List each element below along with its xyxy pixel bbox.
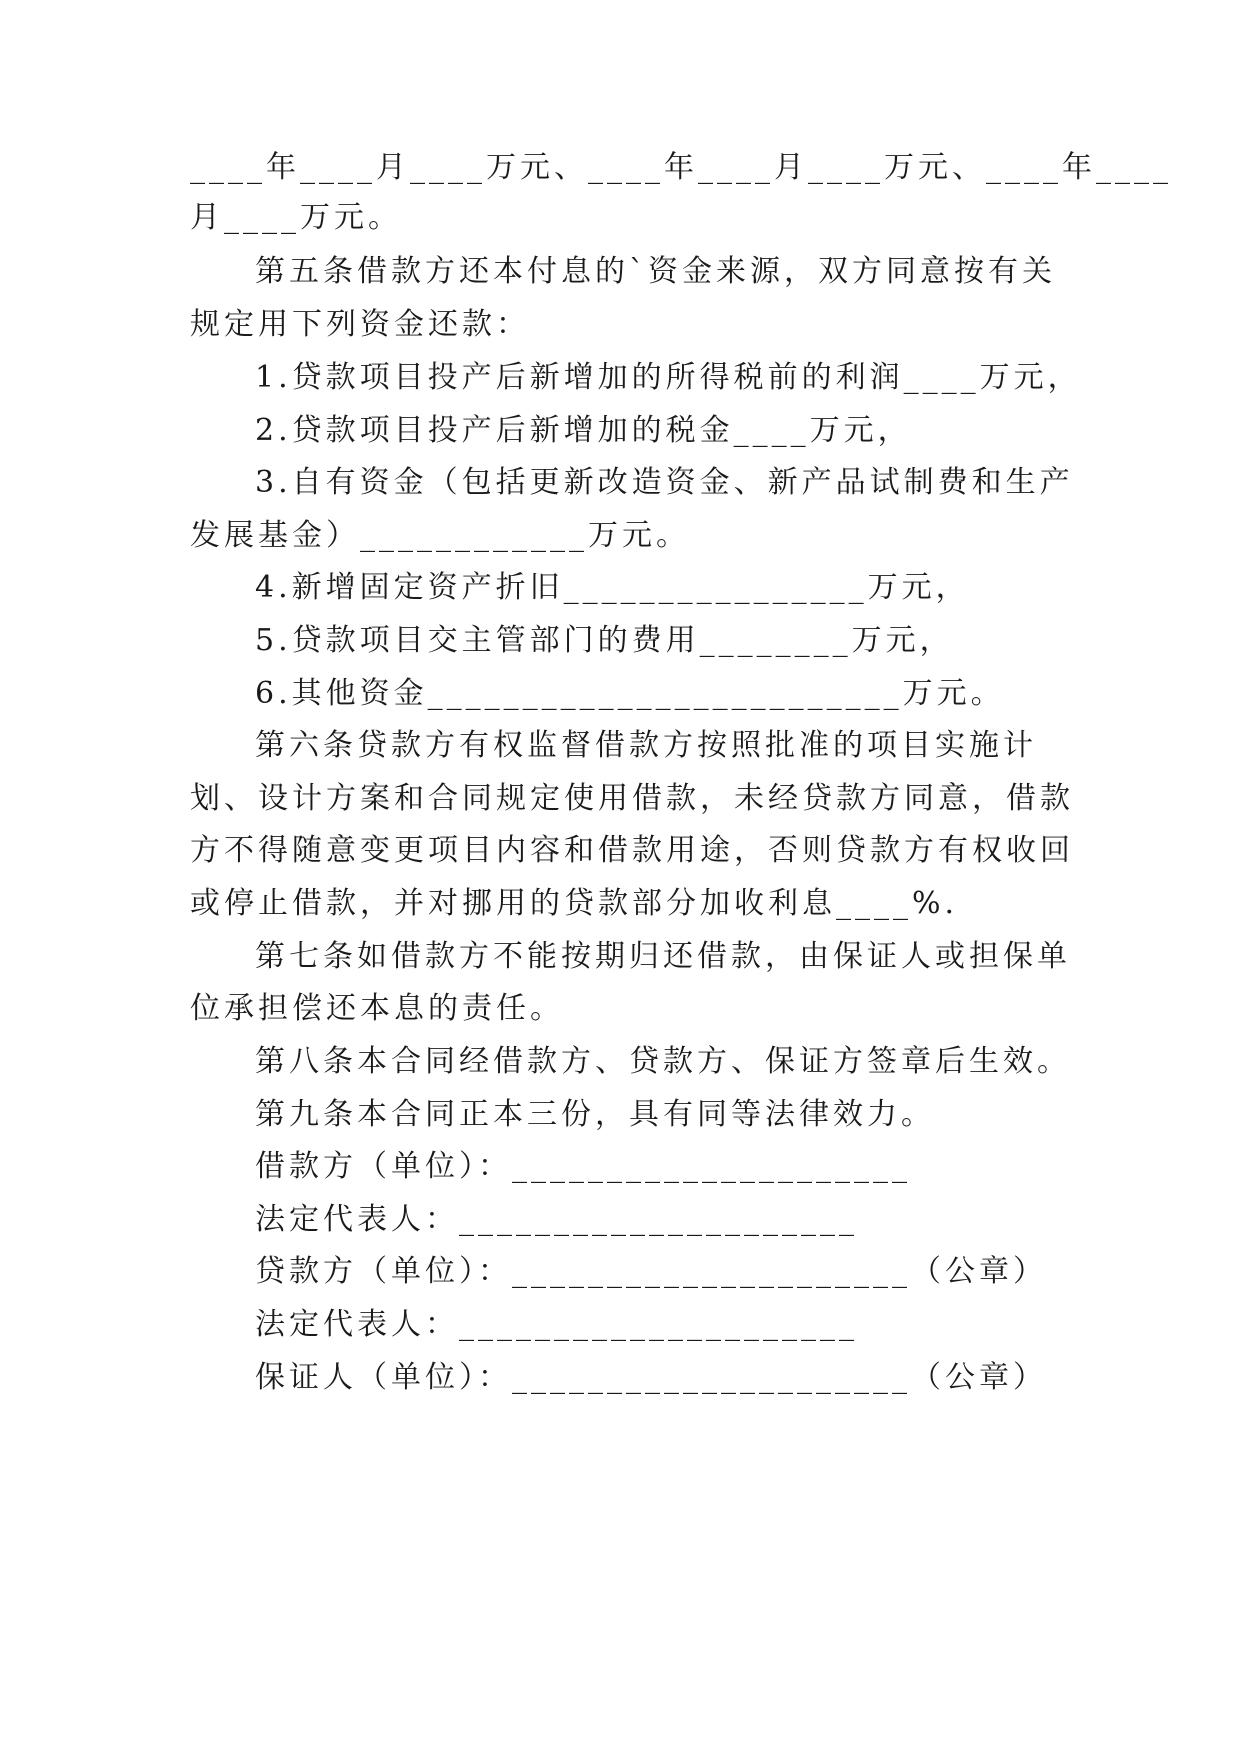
text-line: 5.贷款项目交主管部门的费用________万元， bbox=[255, 623, 954, 658]
text-line: 方不得随意变更项目内容和借款用途，否则贷款方有权收回 bbox=[190, 833, 1074, 868]
signature-field-lender: 贷款方（单位）：_____________________（公章） bbox=[255, 1254, 1047, 1289]
text-line: 第九条本合同正本三份，具有同等法律效力。 bbox=[255, 1097, 935, 1132]
text-line: 4.新增固定资产折旧________________万元， bbox=[255, 570, 970, 605]
text-line: 发展基金）____________万元。 bbox=[190, 518, 690, 553]
text-line: 3.自有资金（包括更新改造资金、新产品试制费和生产 bbox=[255, 465, 1074, 500]
text-line: 第七条如借款方不能按期归还借款，由保证人或担保单 bbox=[255, 939, 1071, 974]
text-line: 第八条本合同经借款方、贷款方、保证方签章后生效。 bbox=[255, 1044, 1071, 1079]
text-line: 1.贷款项目投产后新增加的所得税前的利润____万元， bbox=[255, 360, 1082, 395]
text-line: 规定用下列资金还款： bbox=[190, 307, 530, 342]
text-line: 第五条借款方还本付息的`资金来源，双方同意按有关 bbox=[255, 254, 1056, 289]
text-line: 第六条贷款方有权监督借款方按照批准的项目实施计 bbox=[255, 728, 1037, 763]
text-line: 位承担偿还本息的责任。 bbox=[190, 991, 564, 1026]
text-line: ____年____月____万元、____年____月____万元、____年____ bbox=[190, 150, 1172, 185]
text-line: 6.其他资金_________________________万元。 bbox=[255, 676, 1005, 711]
signature-field-lender-representative: 法定代表人：_____________________ bbox=[255, 1307, 858, 1342]
text-line: 月____万元。 bbox=[190, 200, 402, 235]
text-line: 2.贷款项目投产后新增加的税金____万元， bbox=[255, 413, 912, 448]
text-line: 划、设计方案和合同规定使用借款，未经贷款方同意，借款 bbox=[190, 781, 1074, 816]
signature-field-borrower-representative: 法定代表人：_____________________ bbox=[255, 1202, 858, 1237]
signature-field-guarantor: 保证人（单位）：_____________________（公章） bbox=[255, 1360, 1047, 1395]
text-line: 或停止借款，并对挪用的贷款部分加收利息____%. bbox=[190, 886, 959, 921]
signature-field-borrower: 借款方（单位）：_____________________ bbox=[255, 1149, 911, 1184]
